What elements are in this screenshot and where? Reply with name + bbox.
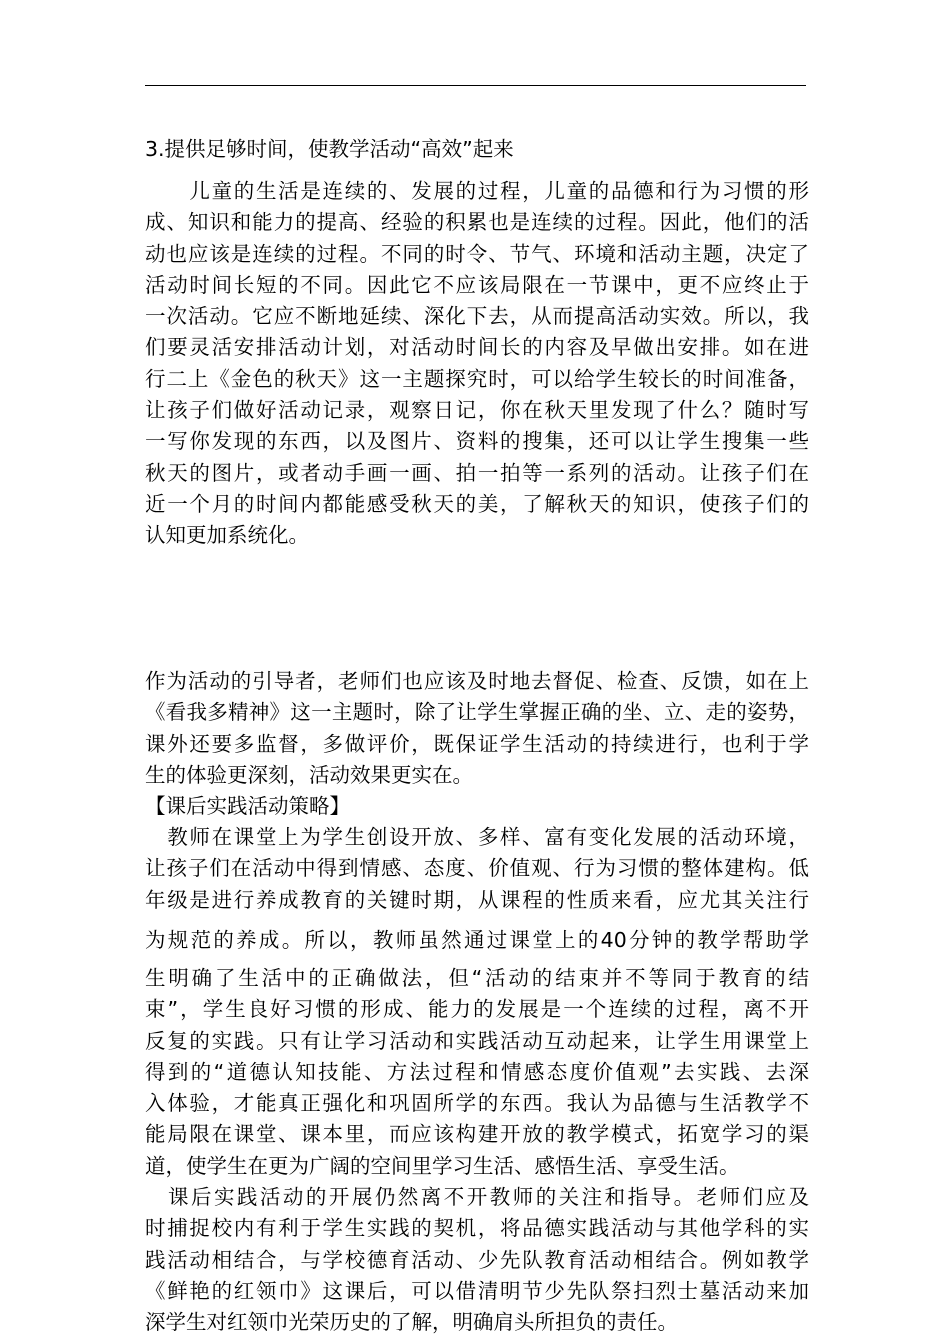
text-line: 课后实践活动的开展仍然离不开教师的关注和指导。老师们应及	[145, 1185, 809, 1209]
text-line: 反复的实践。只有让学习活动和实践活动互动起来，让学生用课堂上	[145, 1028, 809, 1053]
text-line: 近一个月的时间内都能感受秋天的美，了解秋天的知识，使孩子们的	[145, 491, 809, 516]
text-line: 让孩子们做好活动记录，观察日记，你在秋天里发现了什么？随时写	[145, 398, 809, 423]
text-line: 践活动相结合，与学校德育活动、少先队教育活动相结合。例如教学	[145, 1247, 809, 1272]
paragraph-4	[145, 1182, 809, 1338]
subheading-text: 【课后实践活动策略】	[145, 794, 350, 818]
subheading	[145, 791, 809, 822]
text-line: 一次活动。它应不断地延续、深化下去，从而提高活动实效。所以，我	[145, 304, 809, 329]
text-line: 入体验，才能真正强化和巩固所学的东西。我认为品德与生活教学不	[145, 1091, 809, 1116]
text-line: 能局限在课堂、课本里，而应该构建开放的教学模式，拓宽学习的渠	[145, 1122, 809, 1147]
text-line: 行二上《金色的秋天》这一主题探究时，可以给学生较长的时间准备，	[145, 366, 809, 391]
paragraph-2	[145, 666, 809, 791]
text-line: 认知更加系统化。	[145, 523, 309, 548]
text-line: 成、知识和能力的提高、经验的积累也是连续的过程。因此，他们的活	[145, 210, 809, 235]
paragraph-1	[145, 176, 809, 552]
text-line: 《鲜艳的红领巾》这课后，可以借清明节少先队祭扫烈士墓活动来加	[145, 1278, 809, 1303]
text-line: 深学生对红领巾光荣历史的了解，明确肩头所担负的责任。	[145, 1310, 678, 1335]
text-line: 《看我多精神》这一主题时，除了让学生掌握正确的坐、立、走的姿势，	[145, 700, 809, 725]
text-line: 动也应该是连续的过程。不同的时令、节气、环境和活动主题，决定了	[145, 241, 809, 266]
text-line: 儿童的生活是连续的、发展的过程，儿童的品德和行为习惯的形	[145, 179, 809, 203]
text-line: 得到的“道德认知技能、方法过程和情感态度价值观”去实践、去深	[145, 1059, 809, 1084]
text-line: 生明确了生活中的正确做法，但“活动的结束并不等同于教育的结	[145, 966, 809, 990]
text-line: 时捕捉校内有利于学生实践的契机，将品德实践活动与其他学科的实	[145, 1216, 809, 1241]
paragraph-3	[145, 822, 809, 916]
text-line: 作为活动的引导者，老师们也应该及时地去督促、检查、反馈，如在上	[145, 669, 809, 693]
header-rule	[145, 85, 806, 86]
paragraph-3-tail	[145, 963, 809, 1182]
text-line: 们要灵活安排活动计划，对活动时间长的内容及早做出安排。如在进	[145, 335, 809, 360]
text-line: 教师在课堂上为学生创设开放、多样、富有变化发展的活动环境，	[145, 825, 809, 849]
text-line: 年级是进行养成教育的关键时期，从课程的性质来看，应尤其关注行	[145, 887, 809, 912]
text-line: 秋天的图片，或者动手画一画、拍一拍等一系列的活动。让孩子们在	[145, 460, 809, 485]
paragraph-3-continued	[145, 925, 809, 956]
text-line: 束”，学生良好习惯的形成、能力的发展是一个连续的过程，离不开	[145, 997, 809, 1022]
text-line: 课外还要多监督，多做评价，既保证学生活动的持续进行，也利于学	[145, 731, 809, 756]
section-heading: 3.提供足够时间，使教学活动“高效”起来	[145, 137, 514, 161]
text-line: 一写你发现的东西，以及图片、资料的搜集，还可以让学生搜集一些	[145, 429, 809, 454]
text-line: 让孩子们在活动中得到情感、态度、价值观、行为习惯的整体建构。低	[145, 856, 809, 881]
text-line: 为规范的养成。所以，教师虽然通过课堂上的40分钟的教学帮助学	[145, 928, 809, 952]
text-line: 活动时间长短的不同。因此它不应该局限在一节课中，更不应终止于	[145, 272, 809, 297]
text-line: 道，使学生在更为广阔的空间里学习生活、感悟生活、享受生活。	[145, 1153, 740, 1178]
text-line: 生的体验更深刻，活动效果更实在。	[145, 762, 473, 787]
